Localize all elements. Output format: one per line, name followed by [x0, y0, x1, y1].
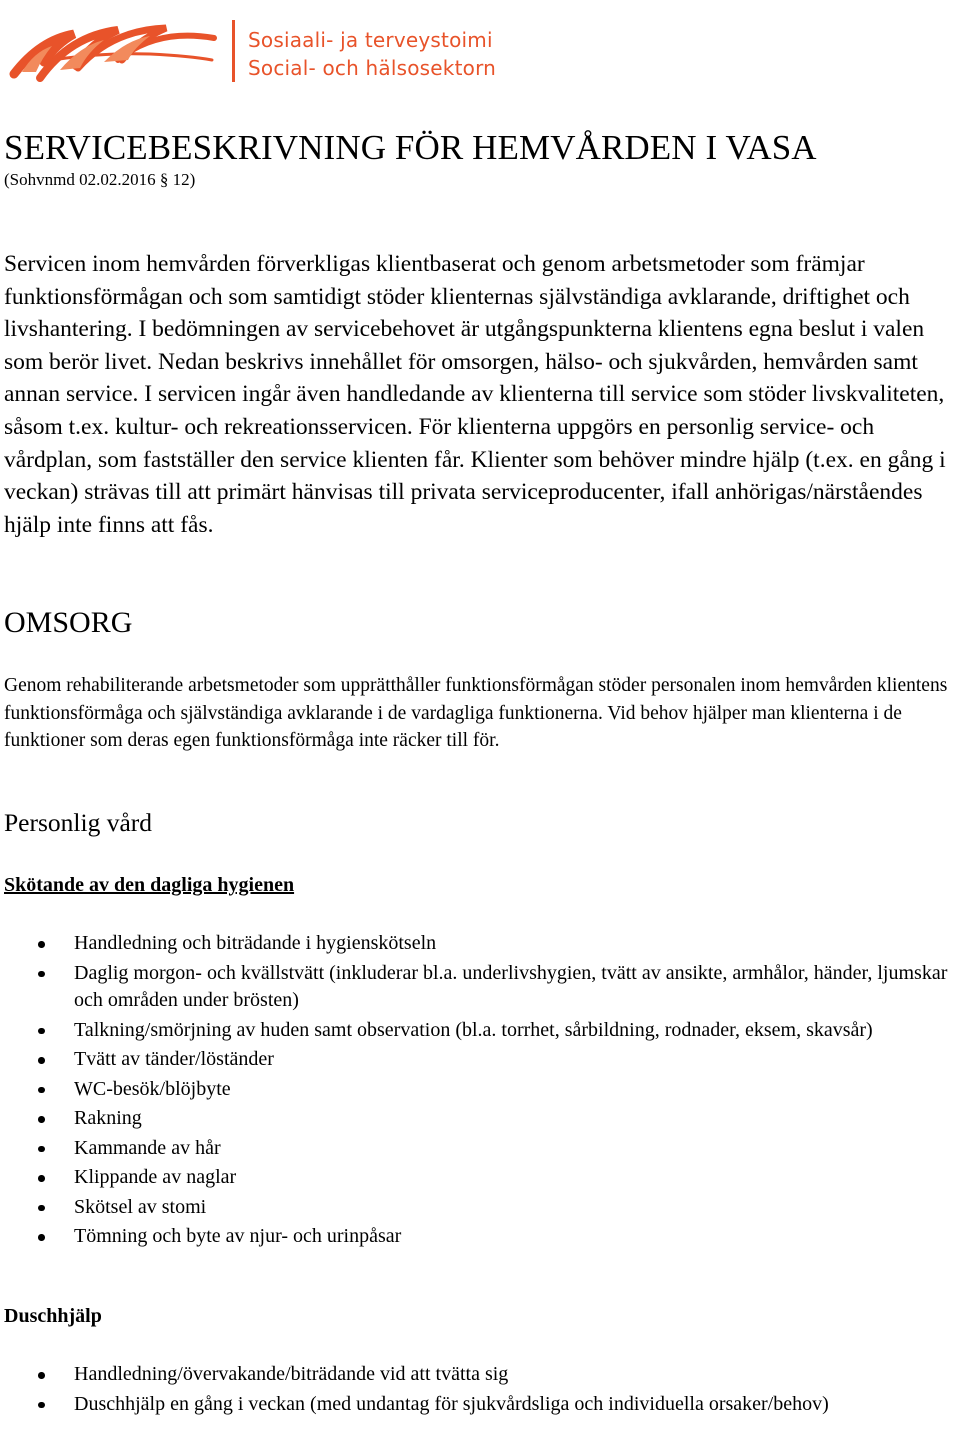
list-item: Klippande av naglar	[0, 1164, 960, 1192]
list-item: Kammande av hår	[0, 1135, 960, 1163]
list-item: Tömning och byte av njur- och urinpåsar	[0, 1223, 960, 1251]
dusch-list	[0, 1361, 960, 1420]
list-item: Skötsel av stomi	[0, 1194, 960, 1222]
logo-text-swedish: Social- och hälsosektorn	[248, 56, 497, 80]
list-item: Rakning	[0, 1105, 960, 1133]
subheading-duschhjalp: Duschhjälp	[4, 1305, 102, 1327]
list-item: Tvätt av tänder/löständer	[0, 1046, 960, 1074]
list-item: Handledning/övervakande/biträdande vid att tvätta sig	[0, 1361, 960, 1389]
list-item: Duschhjälp en gång i veckan (med undantag för sjukvårdsliga och individuella orsaker/behov)	[0, 1391, 960, 1419]
list-item: Handledning och biträdande i hygienskötseln	[0, 930, 960, 958]
omsorg-paragraph: Genom rehabiliterande arbetsmetoder som upprätthåller funktionsförmågan stöder personalen inom hemvården klientens funktionsförmåga och självständiga avklarande i de vardagliga funktionerna. Vid behov hjälper man klienterna i de funktioner som deras egen funktionsförmåga inte räcker till för.	[4, 675, 948, 751]
logo	[0, 0, 520, 96]
logo-text-finnish: Sosiaali- ja terveystoimi	[248, 28, 493, 52]
list-item: Daglig morgon- och kvällstvätt (inkluderar bl.a. underlivshygien, tvätt av ansikte, armhålor, händer, ljumskar och områden under brösten)	[0, 960, 960, 1015]
subheading-hygien: Skötande av den dagliga hygienen	[4, 874, 295, 896]
logo-divider	[232, 20, 235, 82]
document-subtitle: (Sohvnmd 02.02.2016 § 12)	[4, 170, 196, 189]
document-title: SERVICEBESKRIVNING FÖR HEMVÅRDEN I VASA	[4, 128, 817, 167]
section-heading-personlig-vard: Personlig vård	[4, 808, 153, 837]
list-item: Talkning/smörjning av huden samt observation (bl.a. torrhet, sårbildning, rodnader, eksem, skavsår)	[0, 1017, 960, 1045]
section-heading-omsorg: OMSORG	[4, 606, 133, 639]
logo-swoosh-icon	[0, 0, 232, 96]
hygien-list	[0, 930, 960, 1253]
list-item: WC-besök/blöjbyte	[0, 1076, 960, 1104]
intro-paragraph: Servicen inom hemvården förverkligas klientbaserat och genom arbetsmetoder som främjar funktionsförmågan och som samtidigt stöder klienternas självständiga avklarande, driftighet och livshantering. I bedömningen av servicebehovet är utgångspunkterna klientens egna beslut i valen som berör livet. Nedan beskrivs innehållet för omsorgen, hälso- och sjukvården, hemvården samt annan service. I servicen ingår även handledande av klienterna till service som stöder livskvaliteten, såsom t.ex. kultur- och rekreationsservicen. För klienterna uppgörs en personlig service- och vårdplan, som fastställer den service klienten får. Klienter som behöver mindre hjälp (t.ex. en gång i veckan) strävas till att primärt hänvisas till privata serviceproducenter, ifall anhörigas/närståendes hjälp inte finns att fås.	[4, 251, 946, 538]
